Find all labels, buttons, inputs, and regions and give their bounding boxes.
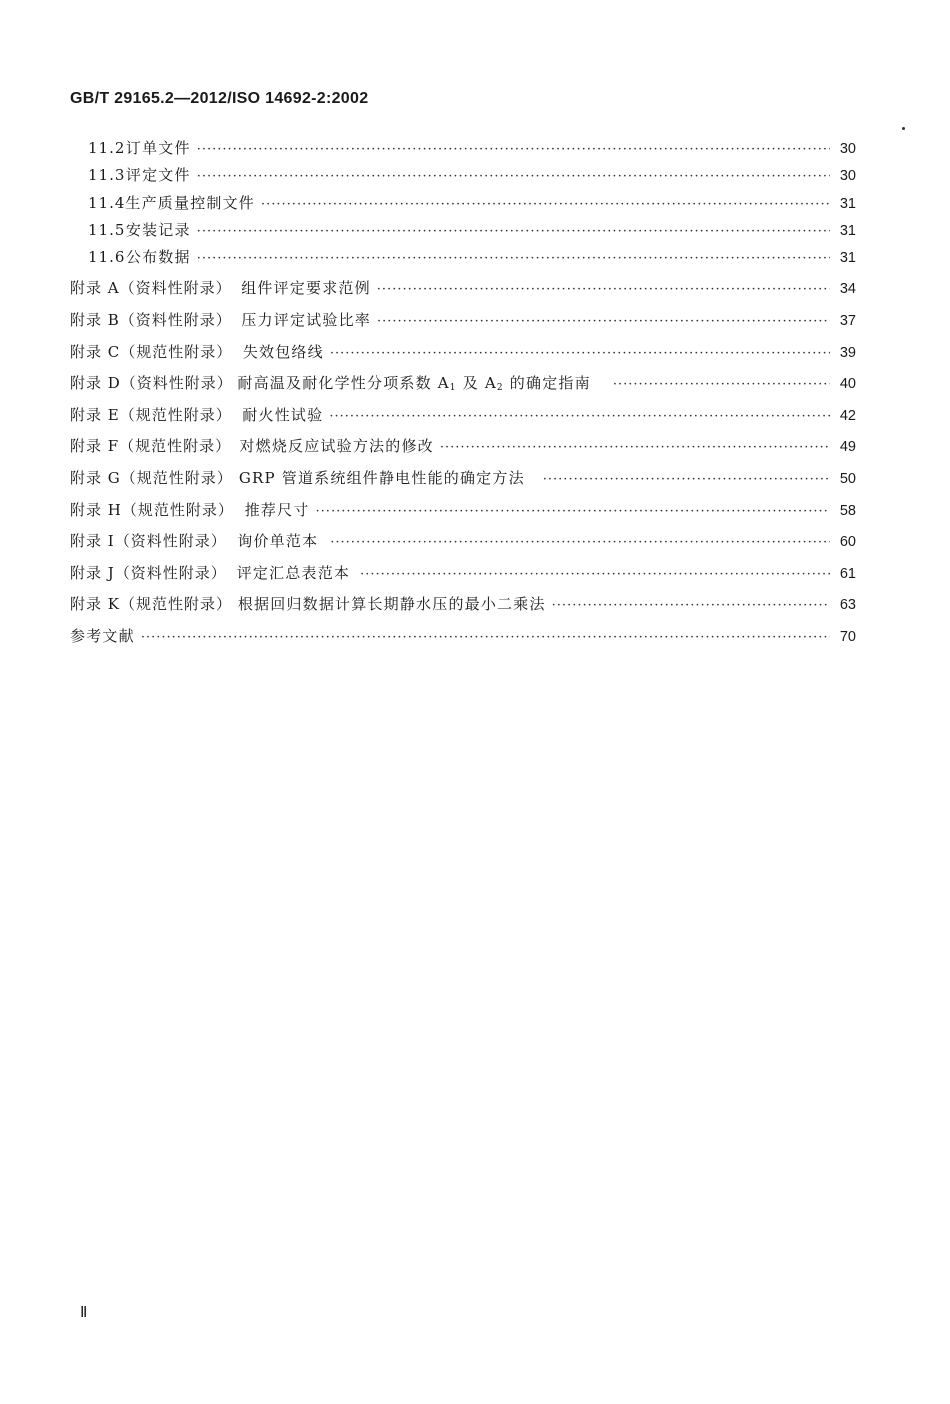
- toc-entry-appendix-f[interactable]: [70, 435, 856, 467]
- page-number: 31: [839, 250, 856, 267]
- appendix-label: 附录 C（规范性附录）: [70, 342, 233, 361]
- leader-dots: [197, 251, 830, 266]
- leader-dots: [613, 377, 830, 392]
- toc-entry-appendix-i[interactable]: [70, 530, 856, 562]
- entry-title: GRP 管道系统组件静电性能的确定方法: [238, 469, 525, 488]
- leader-dots: [360, 567, 830, 582]
- toc-entry-11-6[interactable]: [70, 246, 856, 273]
- appendix-label: 附录 F（规范性附录）: [70, 437, 232, 456]
- footer-page-number: Ⅱ: [80, 1305, 88, 1321]
- appendix-label: 附录 D（资料性附录）: [70, 374, 233, 393]
- toc-entry-appendix-c[interactable]: [70, 341, 856, 373]
- toc-entry-11-3[interactable]: [70, 164, 856, 191]
- leader-dots: [543, 472, 830, 487]
- entry-title: 安装记录: [125, 220, 191, 239]
- toc-entry-11-2[interactable]: [70, 137, 856, 164]
- page-number: 30: [839, 141, 856, 157]
- leader-dots: [316, 504, 830, 519]
- leader-dots: [330, 346, 830, 361]
- toc-entry-references[interactable]: [70, 625, 856, 657]
- leader-dots: [197, 224, 830, 239]
- appendix-label: 附录 I（资料性附录）: [70, 532, 227, 551]
- page-number: 30: [839, 168, 856, 185]
- leader-dots: [197, 142, 830, 157]
- appendix-label: 附录 K（规范性附录）: [70, 595, 232, 614]
- entry-title: 参考文献: [70, 627, 135, 646]
- toc-entry-appendix-e[interactable]: [70, 404, 856, 436]
- entry-title: 订单文件: [125, 139, 191, 157]
- toc-entry-appendix-k[interactable]: [70, 593, 856, 625]
- page-number: 63: [839, 597, 856, 614]
- page-number: 58: [839, 502, 856, 519]
- section-number: 11.3: [88, 166, 126, 185]
- page-number: 50: [839, 471, 856, 488]
- leader-dots: [261, 197, 830, 212]
- page-number: 49: [839, 439, 856, 456]
- section-number: 11.4: [88, 193, 126, 212]
- entry-title-part: 的确定指南: [503, 374, 591, 393]
- entry-title: [237, 372, 590, 393]
- leader-dots: [552, 598, 830, 613]
- toc-entry-11-4[interactable]: [70, 192, 856, 219]
- section-number: 11.2: [88, 139, 126, 157]
- leader-dots: [440, 440, 830, 455]
- toc-entry-appendix-g[interactable]: [70, 467, 856, 499]
- entry-title: 生产质量控制文件: [125, 193, 256, 212]
- appendix-label: 附录 B（资料性附录）: [70, 311, 232, 330]
- standard-code: GB/T 29165.2—2012/ISO 14692-2:2002: [70, 90, 369, 107]
- entry-title: 组件评定要求范例: [241, 279, 371, 298]
- toc-entry-appendix-a[interactable]: [70, 277, 856, 309]
- page-number: 40: [839, 376, 856, 393]
- leader-dots: [329, 409, 830, 424]
- entry-title-part: 及 A: [456, 374, 497, 393]
- entry-title: 评定文件: [125, 166, 191, 185]
- entry-title: 对燃烧反应试验方法的修改: [239, 437, 434, 456]
- entry-title: 耐火性试验: [242, 405, 324, 424]
- appendix-label: 附录 E（规范性附录）: [70, 405, 232, 424]
- appendix-label: 附录 A（资料性附录）: [70, 279, 232, 298]
- entry-title: 根据回归数据计算长期静水压的最小二乘法: [237, 595, 546, 614]
- section-number: 11.6: [88, 248, 126, 267]
- toc-entry-11-5[interactable]: [70, 219, 856, 246]
- leader-dots: [377, 314, 830, 329]
- page-number: 31: [839, 195, 856, 212]
- entry-title: 询价单范本: [237, 532, 319, 551]
- entry-title: 推荐尺寸: [244, 500, 310, 519]
- page-number: 42: [839, 407, 856, 424]
- toc-entry-appendix-h[interactable]: [70, 499, 856, 531]
- page-number: 31: [839, 222, 856, 239]
- section-number: 11.5: [88, 220, 126, 239]
- leader-dots: [377, 282, 830, 297]
- scan-speck: [902, 127, 905, 130]
- appendix-label: 附录 G（规范性附录）: [70, 469, 233, 488]
- entry-title: 评定汇总表范本: [236, 563, 351, 582]
- toc-entry-appendix-j[interactable]: [70, 562, 856, 594]
- appendix-label: 附录 J（资料性附录）: [70, 563, 227, 582]
- page-number: 60: [839, 534, 856, 551]
- entry-title-part: 耐高温及耐化学性分项系数 A: [237, 374, 450, 393]
- entry-title: 公布数据: [125, 248, 191, 267]
- leader-dots: [330, 535, 830, 550]
- leader-dots: [197, 169, 830, 184]
- toc-entry-appendix-d[interactable]: [70, 372, 856, 404]
- subscript-2: 2: [496, 383, 504, 394]
- entry-title: 压力评定试验比率: [241, 311, 371, 330]
- leader-dots: [141, 630, 830, 645]
- page-number: 61: [839, 565, 856, 582]
- table-of-contents: [70, 137, 856, 657]
- toc-entry-appendix-b[interactable]: [70, 309, 856, 341]
- appendix-label: 附录 H（规范性附录）: [70, 500, 234, 519]
- subscript-1: 1: [449, 383, 457, 394]
- page-number: 39: [839, 344, 856, 361]
- entry-title: 失效包络线: [242, 342, 324, 361]
- page-number: 70: [839, 629, 856, 646]
- page-number: 34: [839, 281, 856, 298]
- page-number: 37: [839, 313, 856, 330]
